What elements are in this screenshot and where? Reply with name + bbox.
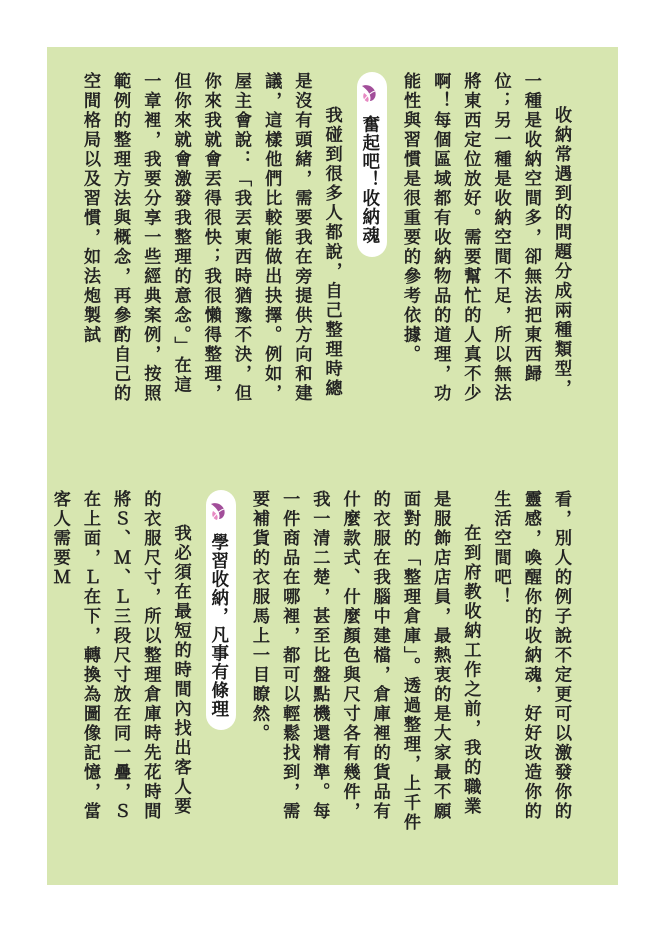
heading-pill [357, 72, 387, 257]
section-heading-1 [355, 72, 387, 412]
paragraph-5: 我必須在最短的時間內找出客人要的衣服尺寸，所以整理倉庫時先花時間將Ｓ、Ｍ、Ｌ三段尺寸放在同一疊，Ｓ在上面，Ｌ在下，轉換為圖像記憶，當客人需要Ｍ [49, 490, 191, 822]
paragraph-1: 收納常遇到的問題分成兩種類型，一種是收納空間多，卻無法把東西歸位；另一種是收納空間不足，所以無法將東西定位放好。需要幫忙的人真不少啊！每個區域都有收納物品的道理，功能性與習慣是很重要的參考依據。 [399, 72, 571, 404]
leaf-icon [359, 82, 381, 104]
leaf-icon [208, 500, 230, 522]
top-text-section [47, 72, 576, 412]
paragraph-3: 看，別人的例子說不定更可以激發你的靈感，喚醒你的收納魂，好好改造你的生活空間吧！ [490, 490, 571, 822]
section-heading-2 [204, 490, 236, 835]
heading-text: 學習收納，凡事有條理 [208, 533, 229, 719]
heading-text: 奮起吧！收納魂 [359, 115, 380, 245]
bottom-text-section [47, 490, 576, 835]
paragraph-2: 我碰到很多人都說，自己整理時總是沒有頭緒，需要我在旁提供方向和建議，這樣他們比較能做出抉擇。例如，屋主會說：「我丟東西時猶豫不決，但你來我就會丟得很快；我很懶得整理，但你來就會激發我整理的意念。」在這一章裡，我要分享一些經典案例，按照範例的整理方法與概念，再參酌自己的空間格局以及習慣，如法炮製試 [79, 72, 342, 404]
heading-pill [206, 490, 236, 730]
paragraph-4: 在到府教收納工作之前，我的職業是服飾店店員，最熱衷的是大家最不願面對的「整理倉庫」。透過整理，上千件的衣服在我腦中建檔，倉庫裡的貨品有什麼款式、什麼顏色與尺寸各有幾件，我一清二楚，甚至比盤點機還精準。每一件商品在哪裡，都可以輕鬆找到，需要補貨的衣服馬上一目瞭然。 [248, 490, 481, 833]
